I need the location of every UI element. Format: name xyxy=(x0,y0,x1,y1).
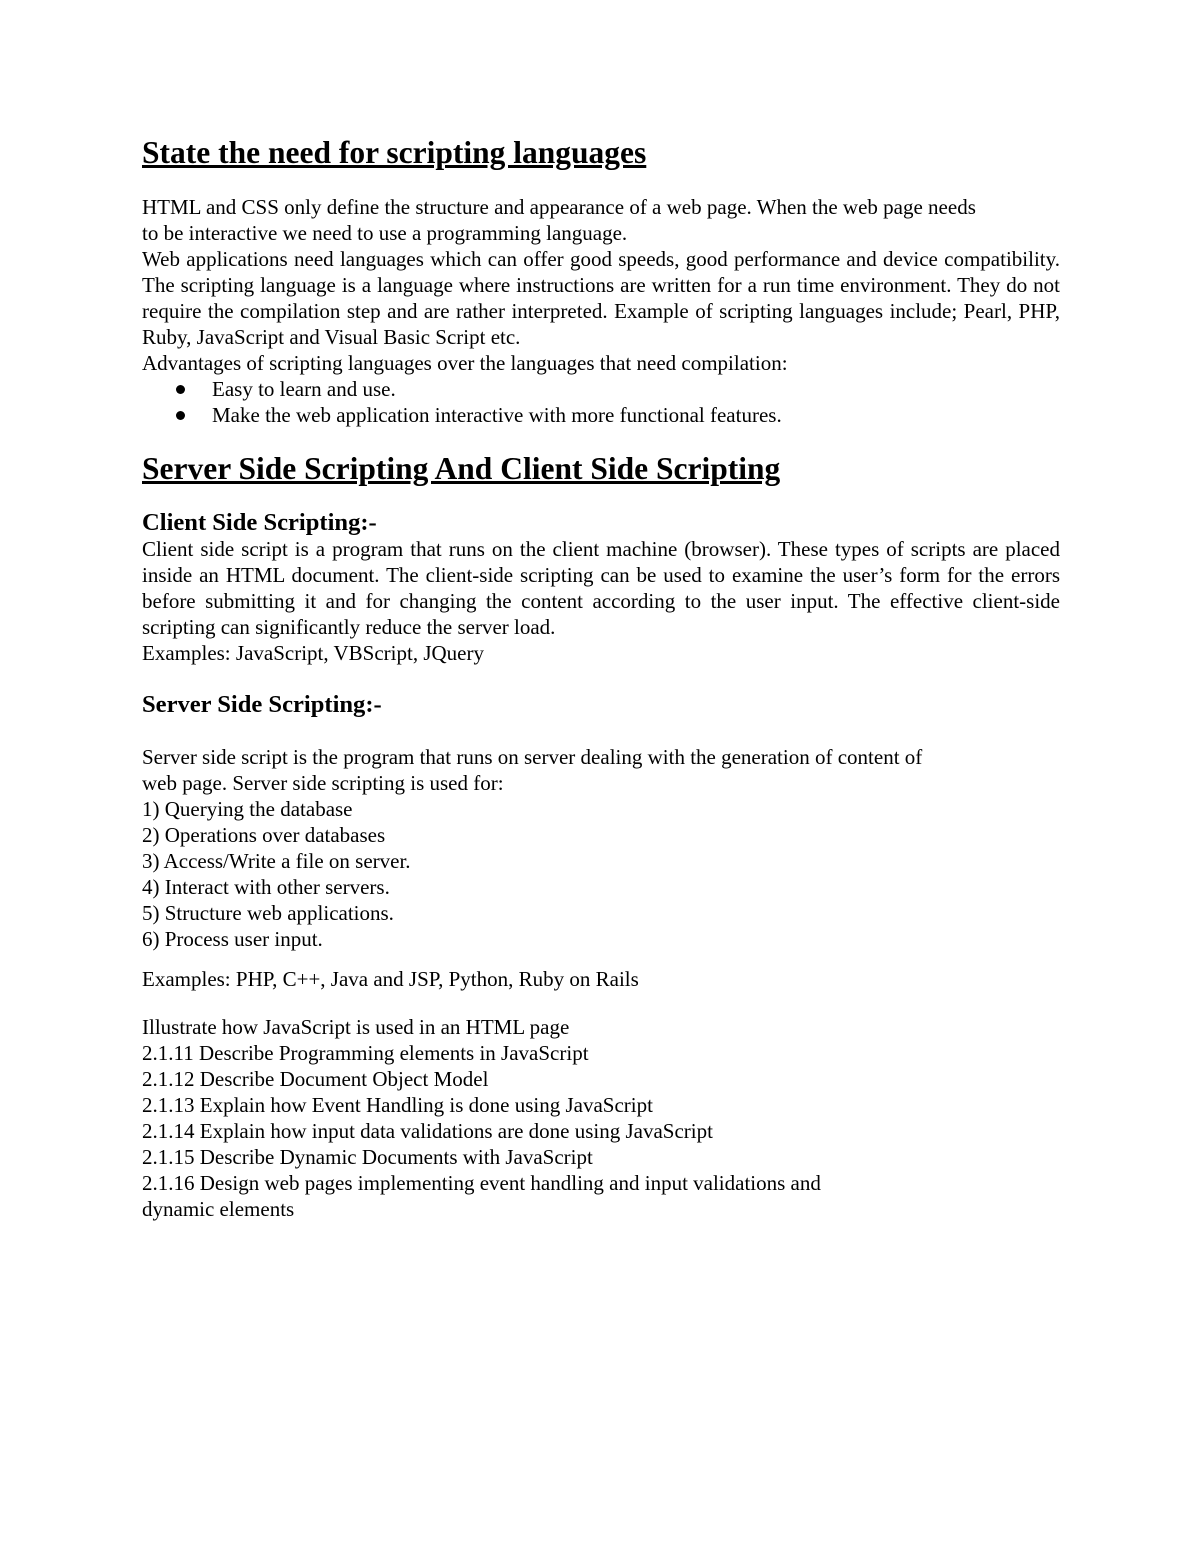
server-examples: Examples: PHP, C++, Java and JSP, Python, Ruby on Rails xyxy=(142,967,639,991)
server-use-item: 6) Process user input. xyxy=(142,927,323,951)
heading-server-client-scripting: Server Side Scripting And Client Side Scripting xyxy=(142,451,781,486)
para-client-side: Client side script is a program that runs on the client machine (browser). These types of scripts are placed inside an HTML document. The client-side scripting can be used to examine the user’s form for the errors before submitting it and for changing the content according to the user input. The effective client-side scripting can significantly reduce the server load. xyxy=(142,537,1060,639)
para-html-css-line1: HTML and CSS only define the structure and appearance of a web page. When the web page needs xyxy=(142,195,976,219)
advantages-list xyxy=(142,376,1060,428)
client-examples: Examples: JavaScript, VBScript, JQuery xyxy=(142,641,484,665)
topic-item: 2.1.14 Explain how input data validations are done using JavaScript xyxy=(142,1119,713,1143)
server-use-item: 3) Access/Write a file on server. xyxy=(142,849,411,873)
list-item xyxy=(142,402,1060,428)
server-use-item: 1) Querying the database xyxy=(142,797,353,821)
heading-server-side: Server Side Scripting:- xyxy=(142,691,382,718)
topic-item: 2.1.12 Describe Document Object Model xyxy=(142,1067,489,1091)
server-use-item: 2) Operations over databases xyxy=(142,823,386,847)
para-server-side-line1: Server side script is the program that runs on server dealing with the generation of content of xyxy=(142,745,923,769)
server-use-item: 5) Structure web applications. xyxy=(142,901,394,925)
list-item-text: Make the web application interactive with more functional features. xyxy=(212,403,782,427)
topic-item: 2.1.11 Describe Programming elements in JavaScript xyxy=(142,1041,589,1065)
para-web-applications: Web applications need languages which can offer good speeds, good performance and device compatibility. The scripting language is a language where instructions are written for a run time environment. They do not require the compilation step and are rather interpreted. Example of scripting languages include; Pearl, PHP, Ruby, JavaScript and Visual Basic Script etc. xyxy=(142,247,1060,349)
heading-need-for-scripting: State the need for scripting languages xyxy=(142,135,647,170)
topic-item: 2.1.16 Design web pages implementing event handling and input validations and xyxy=(142,1171,821,1195)
server-use-item: 4) Interact with other servers. xyxy=(142,875,390,899)
topic-item: 2.1.15 Describe Dynamic Documents with JavaScript xyxy=(142,1145,593,1169)
para-server-side-line2: web page. Server side scripting is used for: xyxy=(142,771,504,795)
advantages-intro: Advantages of scripting languages over the languages that need compilation: xyxy=(142,351,788,375)
topic-item: 2.1.13 Explain how Event Handling is done using JavaScript xyxy=(142,1093,653,1117)
list-item-text: Easy to learn and use. xyxy=(212,377,396,401)
topic-item-continuation: dynamic elements xyxy=(142,1197,295,1221)
bullet-icon xyxy=(176,411,185,420)
topic-item: Illustrate how JavaScript is used in an HTML page xyxy=(142,1015,570,1039)
para-html-css-line2: to be interactive we need to use a programming language. xyxy=(142,221,628,245)
bullet-icon xyxy=(176,385,185,394)
document-page xyxy=(142,135,1060,1222)
list-item xyxy=(142,376,1060,402)
heading-client-side: Client Side Scripting:- xyxy=(142,509,377,536)
